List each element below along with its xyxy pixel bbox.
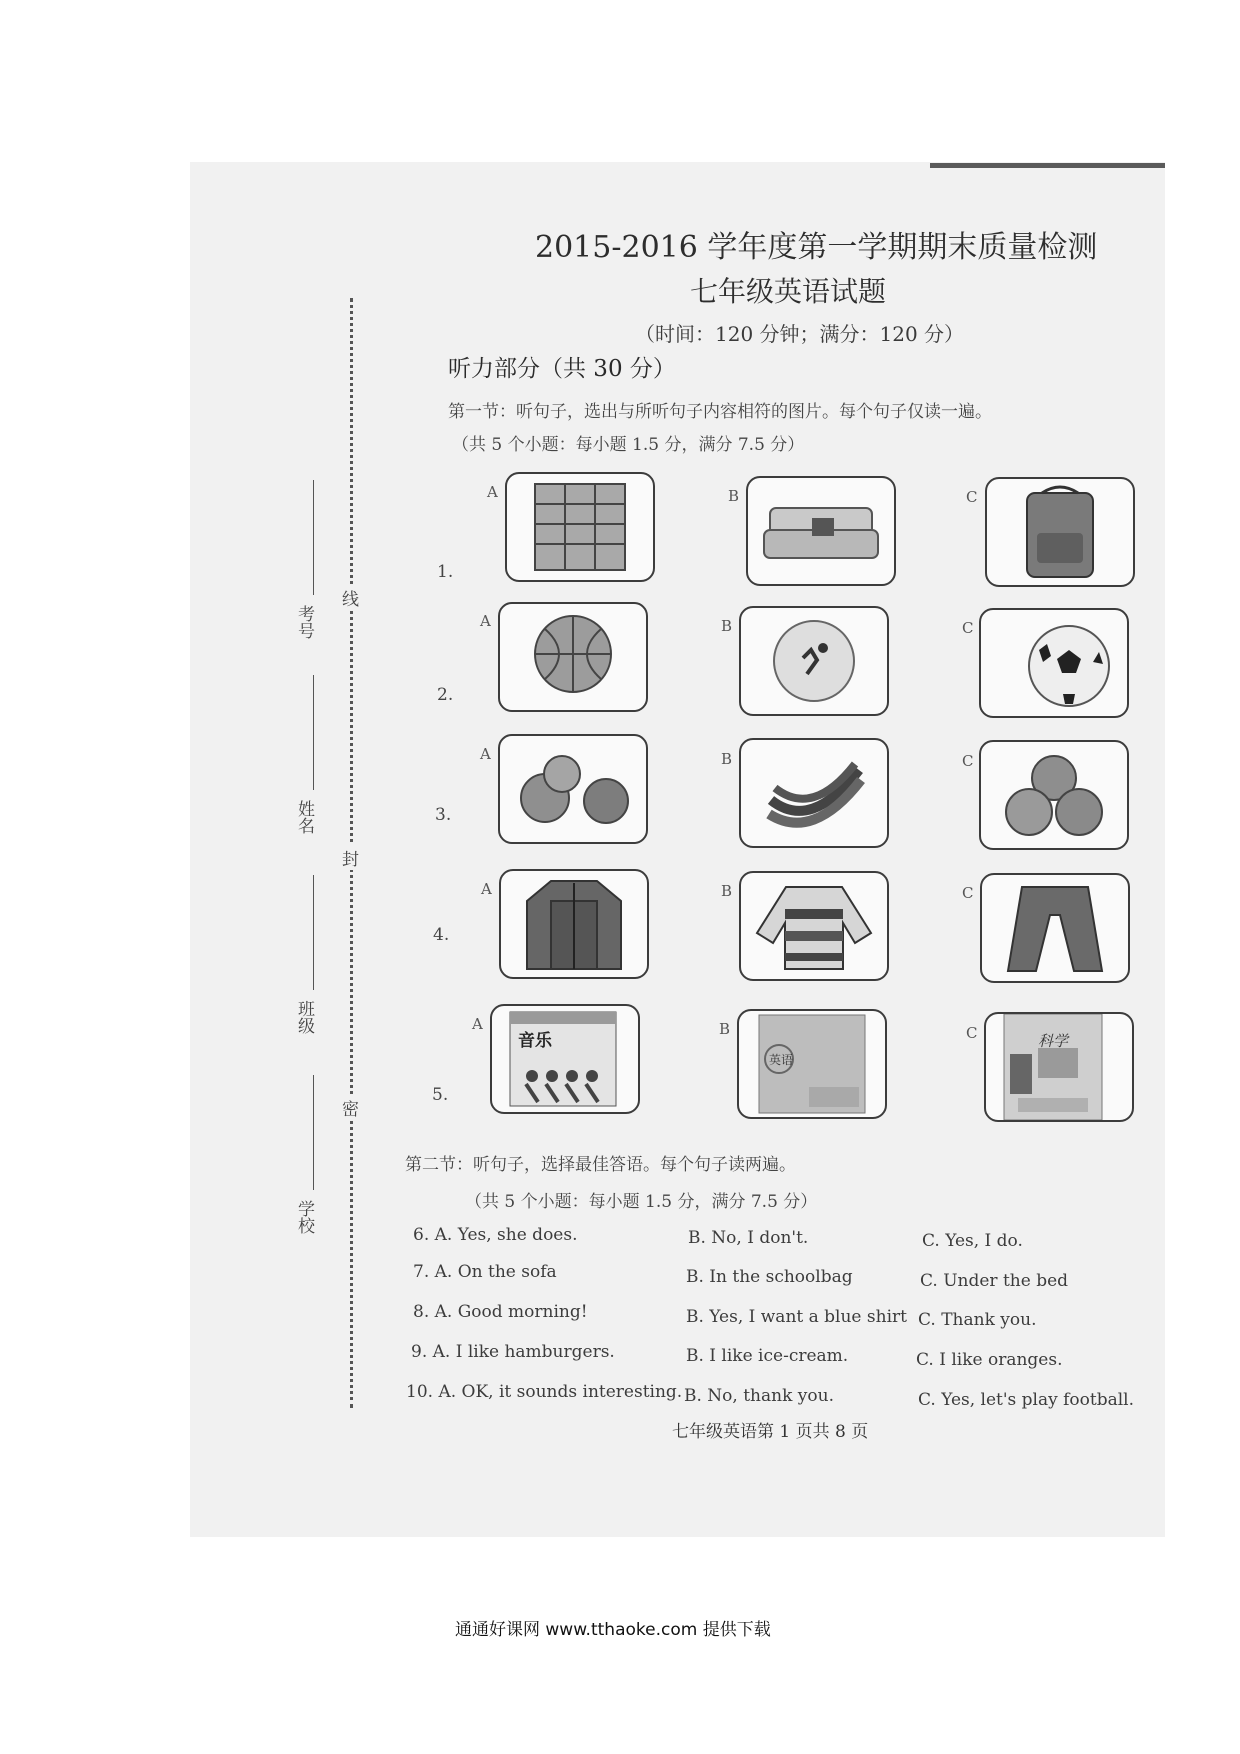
part2-scoring: （共 5 个小题：每小题 1.5 分，满分 7.5 分） [465,1192,818,1212]
trousers-picture [980,873,1130,983]
question-number: 2. [437,685,454,705]
soccer-ball-picture [979,608,1129,718]
option-letter: C [962,884,974,902]
binding-mark-seal: 封 [342,845,359,870]
bookshelf-picture [505,472,655,582]
binding-mark-secret: 密 [342,1095,359,1120]
question-6-option-b: B. No, I don't. [688,1228,809,1248]
option-letter: A [481,880,492,898]
option-letter: C [962,752,974,770]
volleyball-picture [739,606,889,716]
exam-time-score: （时间：120 分钟；满分：120 分） [635,322,965,346]
question-8-option-c: C. Thank you. [918,1310,1037,1330]
exam-title: 2015-2016 学年度第一学期期末质量检测 [535,230,1098,265]
science-book-picture [984,1012,1134,1122]
sweater-picture [739,871,889,981]
exam-subtitle: 七年级英语试题 [690,275,887,308]
question-8-option-a: 8. A. Good morning! [413,1302,588,1322]
option-letter: B [721,750,733,768]
option-letter: B [728,487,740,505]
music-book-picture [490,1004,640,1114]
english-book-title: 英语 [769,1053,794,1067]
option-letter: A [480,612,491,630]
music-book-title: 音乐 [518,1031,552,1051]
question-number: 1. [437,562,454,582]
english-book-picture [737,1009,887,1119]
download-credit: 通通好课网 www.tthaoke.com 提供下载 [455,1620,771,1640]
schoolbag-picture [985,477,1135,587]
option-letter: B [719,1020,731,1038]
option-letter: C [962,619,974,637]
option-letter: C [966,488,978,506]
option-letter: B [721,882,733,900]
page-footer: 七年级英语第 1 页共 8 页 [672,1422,869,1442]
school-blank [313,1075,314,1190]
jacket-picture [499,869,649,979]
science-book-title: 科学 [1038,1032,1069,1050]
question-number: 3. [435,805,452,825]
option-letter: A [480,745,491,763]
part1-scoring: （共 5 个小题：每小题 1.5 分，满分 7.5 分） [452,435,805,455]
question-6-option-a: 6. A. Yes, she does. [413,1225,578,1245]
question-9-option-a: 9. A. I like hamburgers. [411,1342,615,1362]
listening-heading: 听力部分（共 30 分） [448,356,676,382]
school-label: 学校 [294,1200,314,1234]
basketball-picture [498,602,648,712]
question-9-option-b: B. I like ice-cream. [686,1346,849,1366]
option-letter: A [472,1015,483,1033]
class-label: 班级 [294,1000,314,1034]
question-9-option-c: C. I like oranges. [916,1350,1063,1370]
question-7-option-b: B. In the schoolbag [686,1267,853,1287]
question-7-option-a: 7. A. On the sofa [413,1262,557,1282]
question-number: 5. [432,1085,449,1105]
class-blank [313,875,314,990]
option-letter: B [721,617,733,635]
question-10-option-a: 10. A. OK, it sounds interesting. [406,1382,683,1402]
apples-picture [498,734,648,844]
sofa-picture [746,476,896,586]
question-6-option-c: C. Yes, I do. [922,1231,1023,1251]
option-letter: A [487,483,498,501]
bananas-picture [739,738,889,848]
question-7-option-c: C. Under the bed [920,1271,1069,1291]
part2-instruction: 第二节：听句子，选择最佳答语。每个句子读两遍。 [405,1155,796,1175]
name-label: 姓名 [294,800,314,834]
name-blank [313,675,314,790]
question-10-option-c: C. Yes, let's play football. [918,1390,1135,1410]
exam-number-blank [313,480,314,595]
question-8-option-b: B. Yes, I want a blue shirt [686,1307,907,1327]
question-10-option-b: B. No, thank you. [684,1386,834,1406]
option-letter: C [966,1024,978,1042]
binding-mark-line: 线 [342,585,359,610]
question-number: 4. [433,925,450,945]
part1-instruction: 第一节：听句子，选出与所听句子内容相符的图片。每个句子仅读一遍。 [448,402,992,422]
oranges-picture [979,740,1129,850]
scan-edge-line [930,163,1165,168]
exam-number-label: 考号 [294,605,314,639]
